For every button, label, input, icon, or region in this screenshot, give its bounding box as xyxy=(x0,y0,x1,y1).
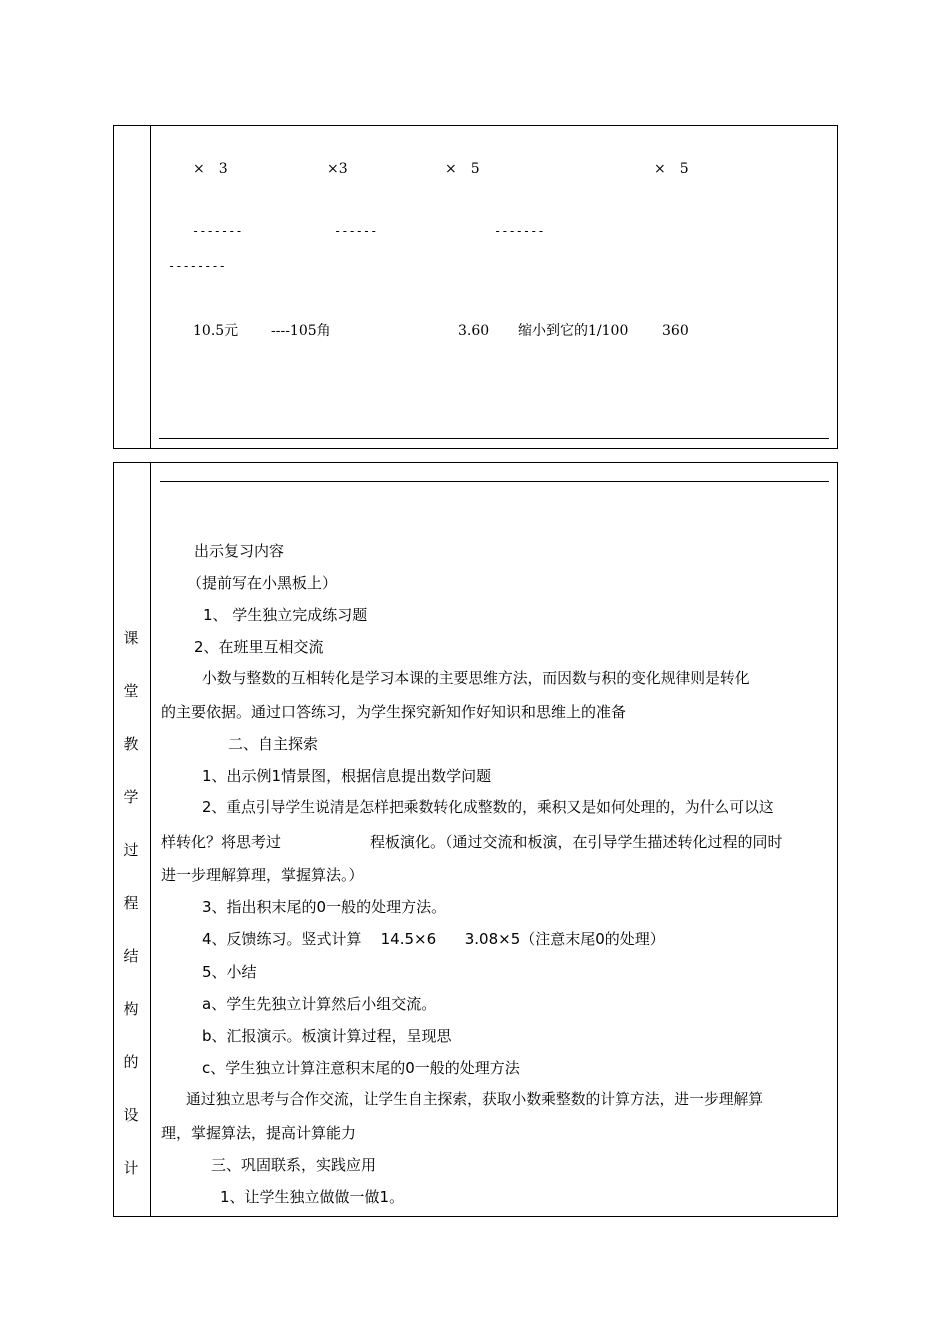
line-10a: 样转化？将思考过 xyxy=(161,833,282,851)
line-5: 小数与整数的互相转化是学习本课的主要思维方法，而因数与积的变化规律则是转化 xyxy=(202,670,750,687)
side-label-8: 构 xyxy=(123,1000,139,1018)
bottom-table-column-divider xyxy=(150,462,151,1217)
line-9: 2、重点引导学生说清是怎样把乘数转化成整数的，乘积又是如何处理的，为什么可以这 xyxy=(202,799,774,816)
row3-c: 3.60 xyxy=(458,323,490,339)
row3-e: 360 xyxy=(662,323,689,339)
dash-line-4: -------- xyxy=(168,259,226,273)
side-label-9: 的 xyxy=(123,1053,139,1071)
multiplier-3: × 5 xyxy=(445,161,480,177)
line-2: （提前写在小黑板上） xyxy=(187,574,338,592)
multiplier-4: × 5 xyxy=(654,161,689,177)
dash-line-3: ------- xyxy=(494,224,545,238)
dash-line-1: ------- xyxy=(192,224,243,238)
line-10b: 程板演化。（通过交流和板演，在引导学生描述转化过程的同时 xyxy=(370,833,783,851)
line-19: 理，掌握算法，提高计算能力 xyxy=(161,1124,357,1142)
top-table-bottom-rule xyxy=(159,438,829,439)
side-label-7: 结 xyxy=(123,947,139,965)
line-6: 的主要依据。通过口答练习，为学生探究新知作好知识和思维上的准备 xyxy=(161,703,627,721)
side-label-11: 计 xyxy=(123,1159,139,1177)
line-8: 1、出示例1情景图，根据信息提出数学问题 xyxy=(202,767,492,785)
side-label-3: 教 xyxy=(123,735,139,753)
side-label-6: 程 xyxy=(123,894,139,912)
line-11: 进一步理解算理，掌握算法。） xyxy=(161,866,364,884)
line-15: a、学生先独立计算然后小组交流。 xyxy=(202,995,437,1013)
row3-b: ----105角 xyxy=(271,323,331,339)
line-4: 2、在班里互相交流 xyxy=(194,638,324,656)
line-20: 三、巩固联系，实践应用 xyxy=(211,1156,377,1174)
line-1: 出示复习内容 xyxy=(194,542,285,560)
multiplier-2: ×3 xyxy=(327,161,348,177)
bottom-table-top-rule xyxy=(160,481,829,482)
line-18: 通过独立思考与合作交流，让学生自主探索，获取小数乘整数的计算方法，进一步理解算 xyxy=(186,1091,764,1108)
dash-line-2: ------ xyxy=(334,224,378,238)
row3-d: 缩小到它的1/100 xyxy=(518,323,629,339)
line-21: 1、让学生独立做做一做1。 xyxy=(220,1188,405,1206)
side-label-2: 堂 xyxy=(123,682,139,700)
line-16: b、汇报演示。板演计算过程，呈现思 xyxy=(202,1027,452,1045)
line-13: 4、反馈练习。竖式计算 14.5×6 3.08×5（注意末尾0的处理） xyxy=(202,930,665,948)
line-17: c、学生独立计算注意积末尾的0一般的处理方法 xyxy=(202,1059,520,1077)
row3-a: 10.5元 xyxy=(193,323,239,339)
line-3: 1、 学生独立完成练习题 xyxy=(203,606,368,624)
side-label-1: 课 xyxy=(123,629,139,647)
line-7: 二、自主探索 xyxy=(228,735,319,753)
line-12: 3、指出积末尾的0一般的处理方法。 xyxy=(202,898,447,916)
side-label-5: 过 xyxy=(123,841,139,859)
line-14: 5、小结 xyxy=(202,963,257,981)
multiplier-1: × 3 xyxy=(193,161,228,177)
side-label-4: 学 xyxy=(123,788,139,806)
side-label-10: 设 xyxy=(123,1106,139,1124)
top-table-column-divider xyxy=(150,125,151,449)
